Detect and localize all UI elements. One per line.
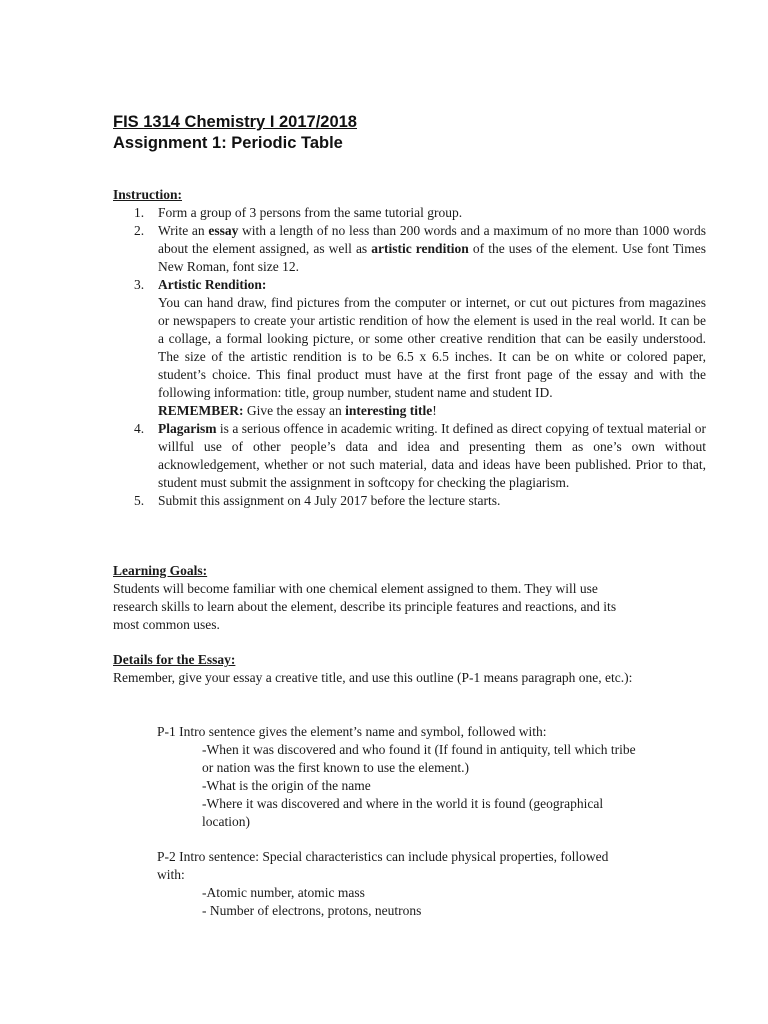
bold-text: Plagarism	[158, 421, 217, 436]
title-block	[113, 112, 357, 154]
p1-item: -What is the origin of the name	[202, 778, 371, 793]
bold-text: Artistic Rendition:	[158, 277, 267, 292]
instruction-item-5	[134, 492, 706, 510]
p2-item: -Atomic number, atomic mass	[202, 885, 365, 900]
item-text	[158, 421, 706, 490]
paragraph-2-outline	[157, 848, 637, 920]
item-text	[158, 493, 500, 508]
bold-text: essay	[208, 223, 239, 238]
text-run: with a length of no less than 200 words and a maximum of no more than 1000 words about the element assigned, as well as	[158, 223, 706, 256]
item-number: 1.	[134, 205, 145, 220]
item-number: 3.	[134, 277, 145, 292]
bold-text: interesting title	[345, 403, 433, 418]
instruction-item-4	[134, 420, 706, 492]
instruction-item-1	[134, 204, 706, 222]
p1-item: -When it was discovered and who found it (If found in antiquity, tell which tribe or nation was the first known to use the element.)	[202, 742, 636, 775]
instruction-item-3	[134, 276, 706, 420]
learning-goals-text: Students will become familiar with one chemical element assigned to them. They will use research skills to learn about the element, describe its principle features and reactions, and its most common uses.	[113, 581, 617, 632]
text-run: of the uses of the element. Use font Times New Roman, font size 12.	[158, 241, 706, 274]
item-text	[158, 205, 462, 220]
course-title: FIS 1314 Chemistry I 2017/2018	[113, 113, 357, 131]
item-number: 5.	[134, 493, 145, 508]
paragraph-1-outline	[157, 723, 637, 831]
p2-item: - Number of electrons, protons, neutrons	[202, 903, 422, 918]
instruction-item-2	[134, 222, 706, 276]
text-run: You can hand draw, find pictures from the computer or internet, or cut out pictures from magazines or newspapers to create your artistic rendition of how the element is used in the real world. It can be a collage, a formal looking picture, or some other creative rendition that can be easily understood. The size of the artistic rendition is to be 6.5 x 6.5 inches. It can be on white or colored paper, student’s choice. This final product must have at the first front page of the essay and with the following information: title, group number, student name and student ID.	[158, 295, 706, 400]
p1-item: -Where it was discovered and where in the world it is found (geographical location)	[202, 796, 604, 829]
text-run: Submit this assignment on 4 July 2017 before the lecture starts.	[158, 493, 501, 508]
assignment-title: Assignment 1: Periodic Table	[113, 134, 343, 152]
item-number: 2.	[134, 223, 145, 238]
bold-text: REMEMBER:	[158, 403, 244, 418]
item-text	[158, 277, 706, 418]
instruction-list	[113, 204, 706, 510]
text-run: Give the essay an	[243, 403, 346, 418]
p1-intro: P-1 Intro sentence gives the element’s name and symbol, followed with:	[157, 724, 547, 739]
text-run: is a serious offence in academic writing. It defined as direct copying of textual material or willful use of other people’s data and idea and presenting them as one’s own without acknowledgement, whether or not such material, data and ideas have been published. Prior to that, student must submit the assignment in softcopy for checking the plagiarism.	[158, 421, 706, 490]
bold-text: artistic rendition	[371, 241, 469, 256]
p2-intro: P-2 Intro sentence: Special characteristics can include physical properties, followed with:	[157, 849, 609, 882]
item-text	[158, 223, 706, 274]
text-run: !	[432, 403, 437, 418]
details-heading: Details for the Essay:	[113, 652, 236, 667]
instruction-heading: Instruction:	[113, 187, 183, 202]
item-number: 4.	[134, 421, 145, 436]
text-run: Write an	[158, 223, 209, 238]
details-intro: Remember, give your essay a creative title, and use this outline (P-1 means paragraph one, etc.):	[113, 670, 633, 685]
text-run: Form a group of 3 persons from the same tutorial group.	[158, 205, 463, 220]
learning-goals-heading: Learning Goals:	[113, 563, 208, 578]
